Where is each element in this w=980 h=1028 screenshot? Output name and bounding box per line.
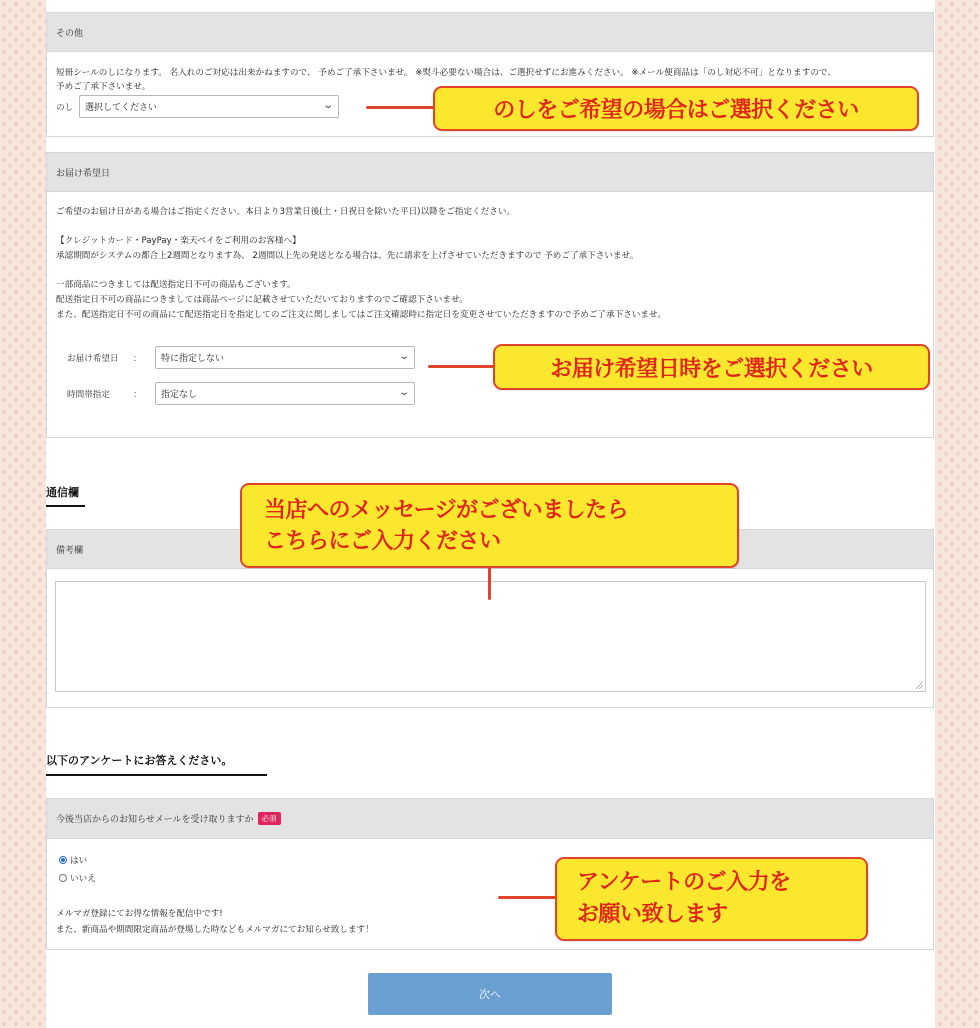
delivery-note-1: 一部商品につきましては配送指定日不可の商品もございます。 [56, 280, 296, 290]
survey-question-header [47, 799, 933, 839]
radio-yes[interactable]: はい [59, 852, 96, 868]
message-section-header: 備考欄 [47, 530, 933, 569]
credit-notice: 承認期間がシステムの都合上2週間となります為、 2週間以上先の発送となる場合は、先に請求を上げさせていただきますので 予めご了承下さいませ。 [56, 251, 639, 261]
callout-delivery: お届け希望日時をご選択ください [493, 344, 930, 390]
radio-checked-icon[interactable] [59, 856, 67, 864]
chevron-down-icon: ⌄ [397, 351, 410, 362]
delivery-note-3: また、配送指定日不可の商品にて配送指定日を指定してのご注文に関しましてはご注文確認時に指定日を変更させていただきますので予めご了承下さいませ。 [56, 310, 666, 320]
delivery-date-select[interactable] [155, 346, 415, 369]
delivery-note-2: 配送指定日不可の商品につきましては商品ページに記載させていただいておりますのでご確認下さいませ。 [56, 295, 468, 305]
other-section-header: その他 [47, 13, 933, 52]
callout-message-pointer [488, 566, 491, 600]
delivery-section [46, 152, 934, 438]
noshi-description: 短冊シールのしになります。 名入れのご対応は出来かねますので、 予めご了承下さいませ。 ※熨斗必要ない場合は、ご選択せずにお進みください。 ※メール便商品は「のし対応不可」となりますので、 [56, 68, 836, 78]
callout-noshi-pointer [366, 106, 436, 109]
noshi-label: のし [56, 103, 74, 113]
colon: ： [133, 354, 142, 364]
resize-handle-icon[interactable] [916, 682, 923, 689]
callout-noshi: のしをご希望の場合はご選択ください [433, 86, 919, 131]
delivery-date-label: お届け希望日 [67, 354, 119, 364]
callout-message: 当店へのメッセージがございましたら こちらにご入力ください [240, 483, 739, 568]
credit-notice-title: 【クレジットカード・PayPay・楽天ペイをご利用のお客様へ】 [56, 236, 301, 246]
delivery-info: ご希望のお届け日がある場合はご指定ください。本日より3営業日後(土・日祝日を除いた平日)以降をご指定ください。 [56, 207, 516, 217]
message-heading: 通信欄 [46, 486, 79, 499]
noshi-description-2: 予めご了承下さいませ。 [56, 82, 151, 92]
noshi-select-value: 選択してください [85, 103, 158, 113]
delivery-time-label: 時間帯指定 [67, 390, 110, 400]
noshi-select[interactable] [79, 95, 339, 118]
radio-no[interactable]: いいえ [59, 870, 96, 886]
chevron-down-icon: ⌄ [321, 100, 334, 111]
message-heading-underline [46, 505, 85, 507]
delivery-section-header: お届け希望日 [47, 153, 933, 192]
required-badge: 必須 [258, 812, 281, 825]
colon: ： [133, 390, 142, 400]
delivery-time-value: 指定なし [161, 390, 198, 400]
survey-heading-underline [46, 774, 267, 776]
delivery-date-value: 特に指定しない [161, 354, 225, 364]
newsletter-note-2: また、新商品や期間限定商品が登場した時などもメルマガにてお知らせ致します！ [56, 925, 374, 935]
callout-survey: アンケートのご入力を お願い致します [555, 857, 868, 941]
delivery-time-select[interactable] [155, 382, 415, 405]
survey-question: 今後当店からのお知らせメールを受け取りますか [56, 815, 254, 825]
callout-delivery-pointer [428, 365, 498, 368]
newsletter-note-1: メルマガ登録にてお得な情報を配信中です! [56, 909, 223, 919]
chevron-down-icon: ⌄ [397, 387, 410, 398]
callout-survey-pointer [498, 896, 560, 899]
next-button[interactable]: 次へ [368, 973, 612, 1015]
radio-unchecked-icon[interactable] [59, 874, 67, 882]
survey-heading: 以下のアンケートにお答えください。 [46, 754, 233, 767]
